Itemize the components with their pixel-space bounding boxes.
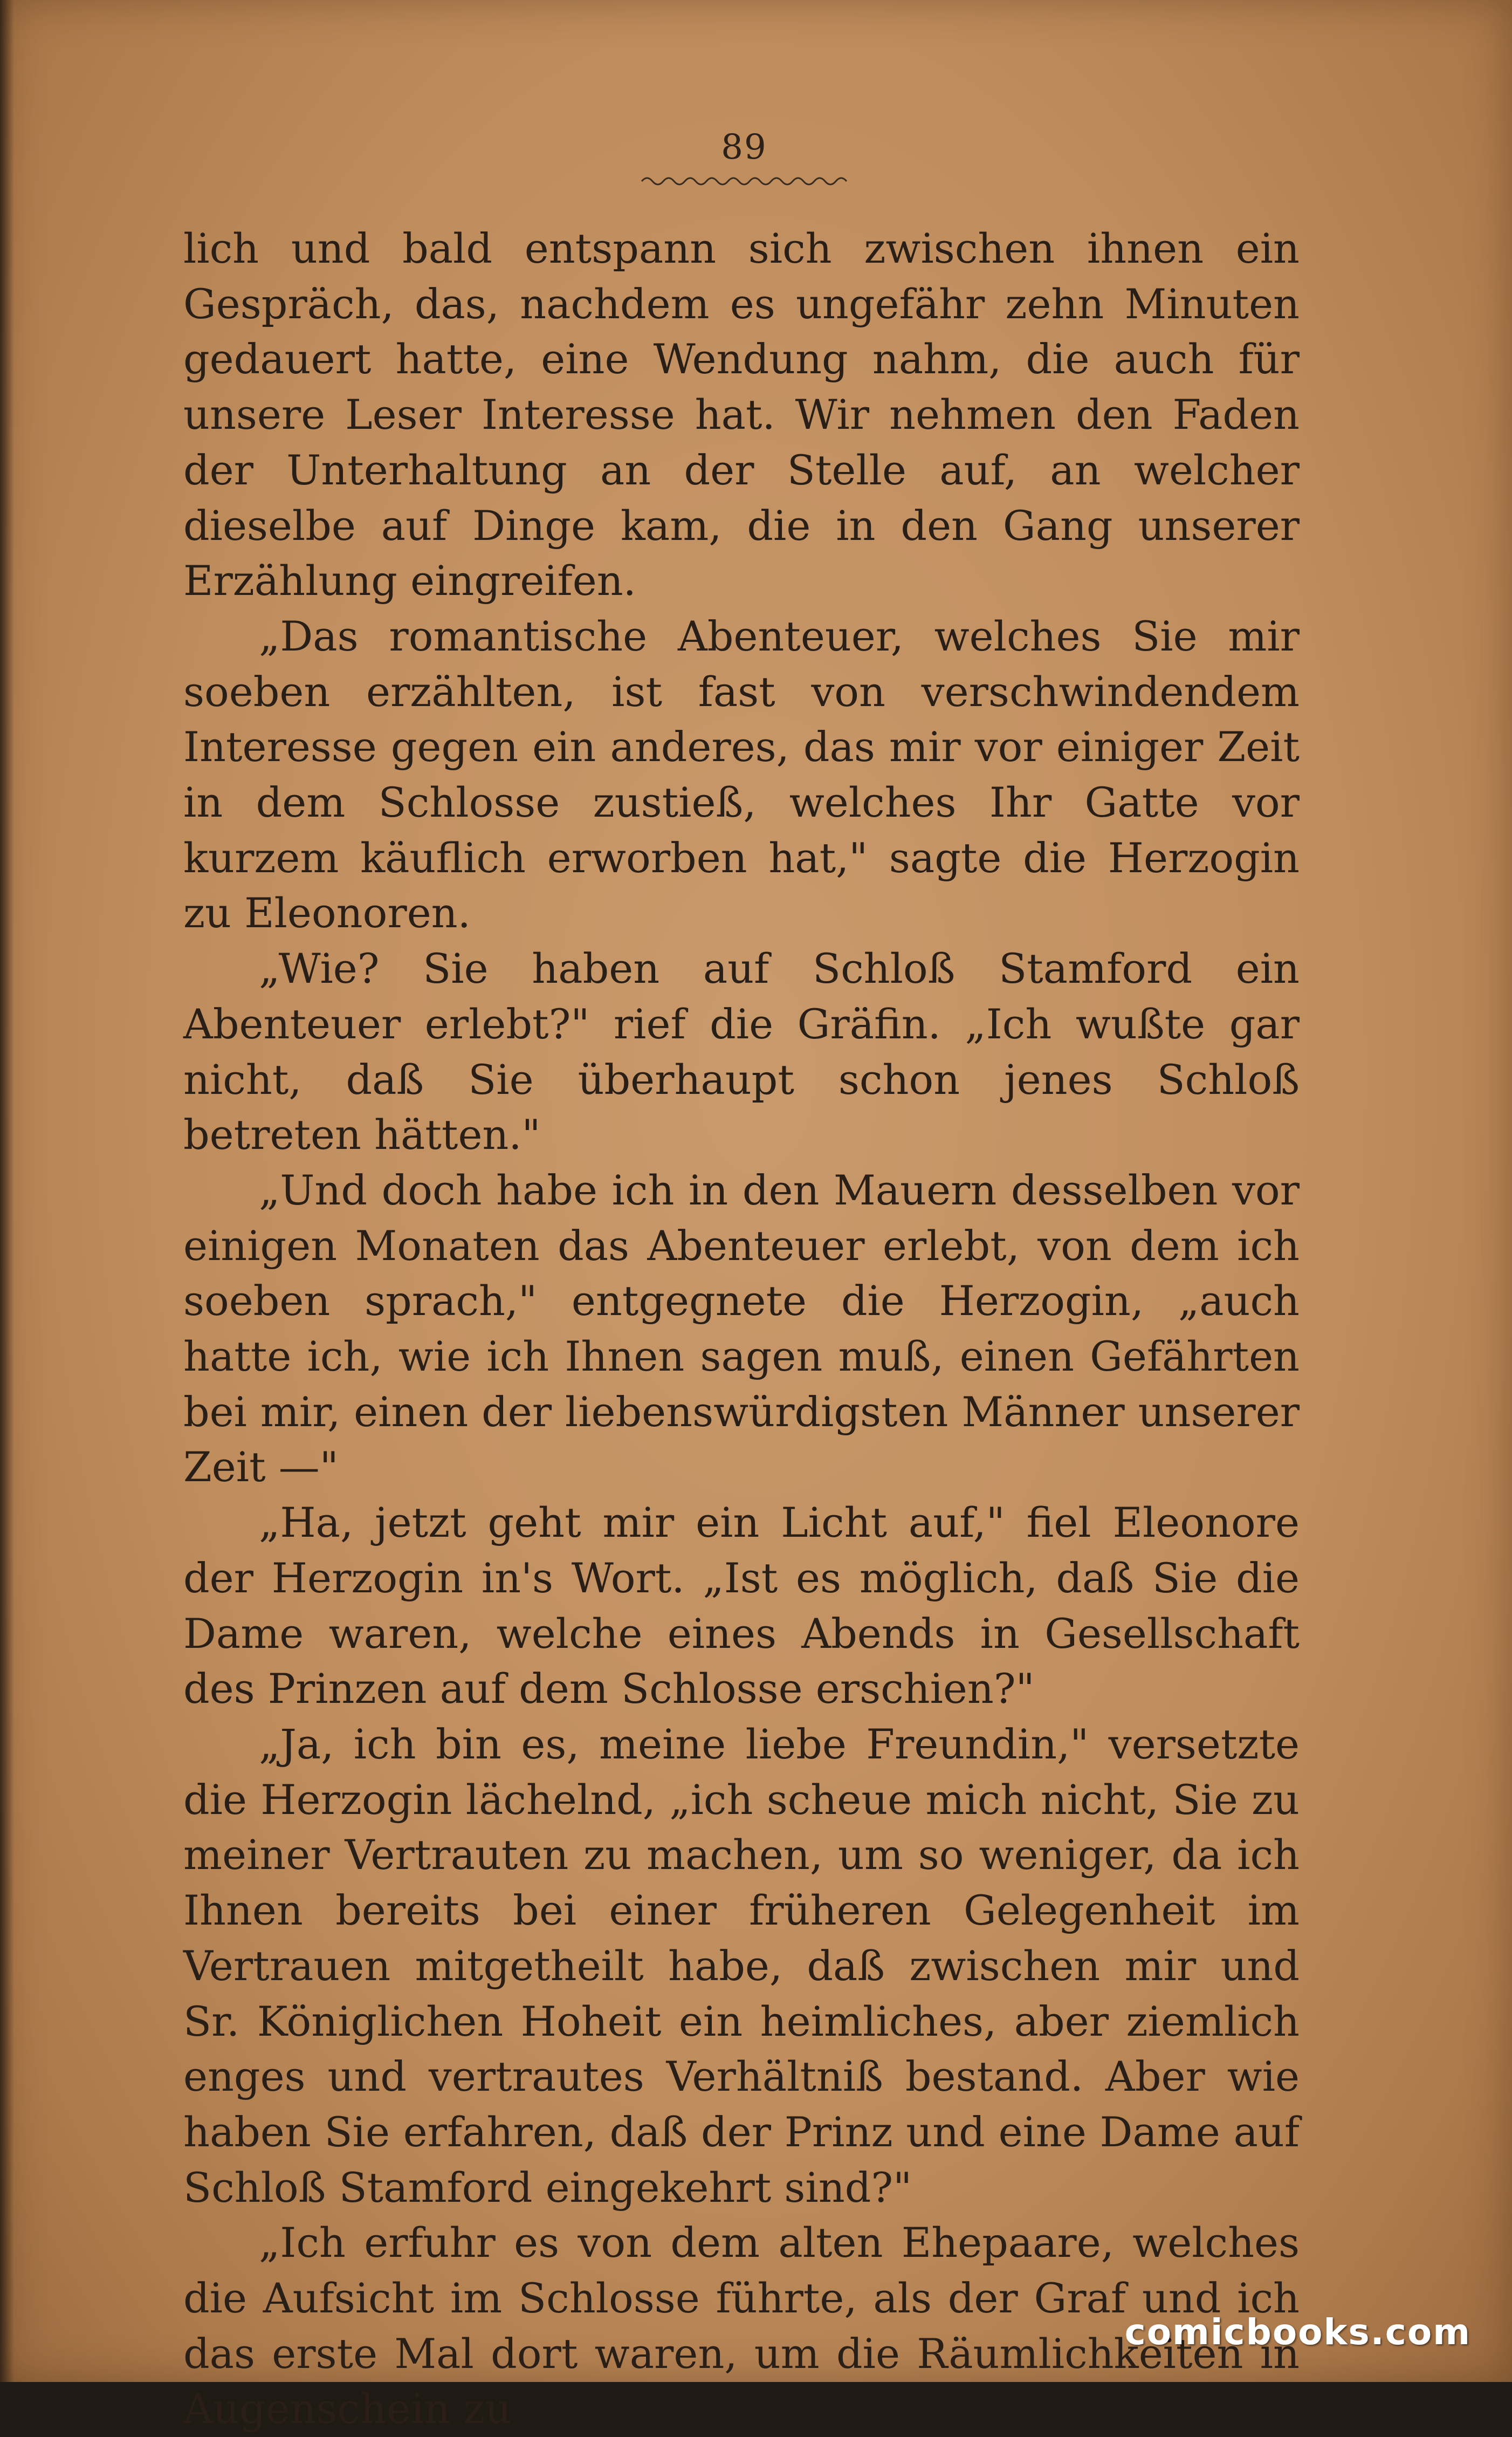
- ornament-rule: [642, 172, 847, 187]
- paragraph: lich und bald entspann sich zwischen ihnen ein Gespräch, das, nachdem es ungefähr zehn Minuten gedauert hatte, eine Wendung nahm, die auch für unsere Leser Interesse hat. Wir nehmen den Faden der Unterhaltung an der Stelle auf, an welcher dieselbe auf Dinge kam, die in den Gang unserer Erzählung eingreifen.: [183, 224, 1300, 605]
- paragraph: „Das romantische Abenteuer, welches Sie mir soeben erzählten, ist fast von verschwindendem Interesse gegen ein anderes, das mir vor einiger Zeit in dem Schlosse zustieß, welches Ihr Gatte vor kurzem käuflich erworben hat," sagte die Herzogin zu Eleonoren.: [183, 612, 1300, 937]
- watermark-logo: comicbooks.com: [1124, 2311, 1471, 2353]
- page-number: 89: [721, 127, 767, 167]
- body-text: [183, 221, 1300, 2437]
- paragraph: „Ich erfuhr es von dem alten Ehepaare, welches die Aufsicht im Schlosse führte, als der Graf und ich das erste Mal dort waren, um die Räumlichkeiten in Augenschein zu: [183, 2219, 1300, 2433]
- paragraph: „Und doch habe ich in den Mauern desselben vor einigen Monaten das Abenteuer erlebt, von dem ich soeben sprach," entgegnete die Herzogin, „auch hatte ich, wie ich Ihnen sagen muß, einen Gefährten bei mir, einen der liebenswürdigsten Männer unserer Zeit —": [183, 1166, 1300, 1491]
- paragraph: „Ja, ich bin es, meine liebe Freundin," versetzte die Herzogin lächelnd, „ich scheue mich nicht, Sie zu meiner Vertrauten zu machen, um so weniger, da ich Ihnen bereits bei einer früheren Gelegenheit im Vertrauen mitgetheilt habe, daß zwischen mir und Sr. Königlichen Hoheit ein heimliches, aber ziemlich enges und vertrautes Verhältniß bestand. Aber wie haben Sie erfahren, daß der Prinz und eine Dame auf Schloß Stamford eingekehrt sind?": [183, 1720, 1300, 2212]
- paragraph: „Wie? Sie haben auf Schloß Stamford ein Abenteuer erlebt?" rief die Gräfin. „Ich wußte gar nicht, daß Sie überhaupt schon jenes Schloß betreten hätten.": [183, 944, 1300, 1159]
- paragraph: „Ha, jetzt geht mir ein Licht auf," fiel Eleonore der Herzogin in's Wort. „Ist es möglich, daß Sie die Dame waren, welche eines Abends in Gesellschaft des Prinzen auf dem Schlosse erschien?": [183, 1498, 1300, 1713]
- page-edge-shadow: [0, 0, 14, 2382]
